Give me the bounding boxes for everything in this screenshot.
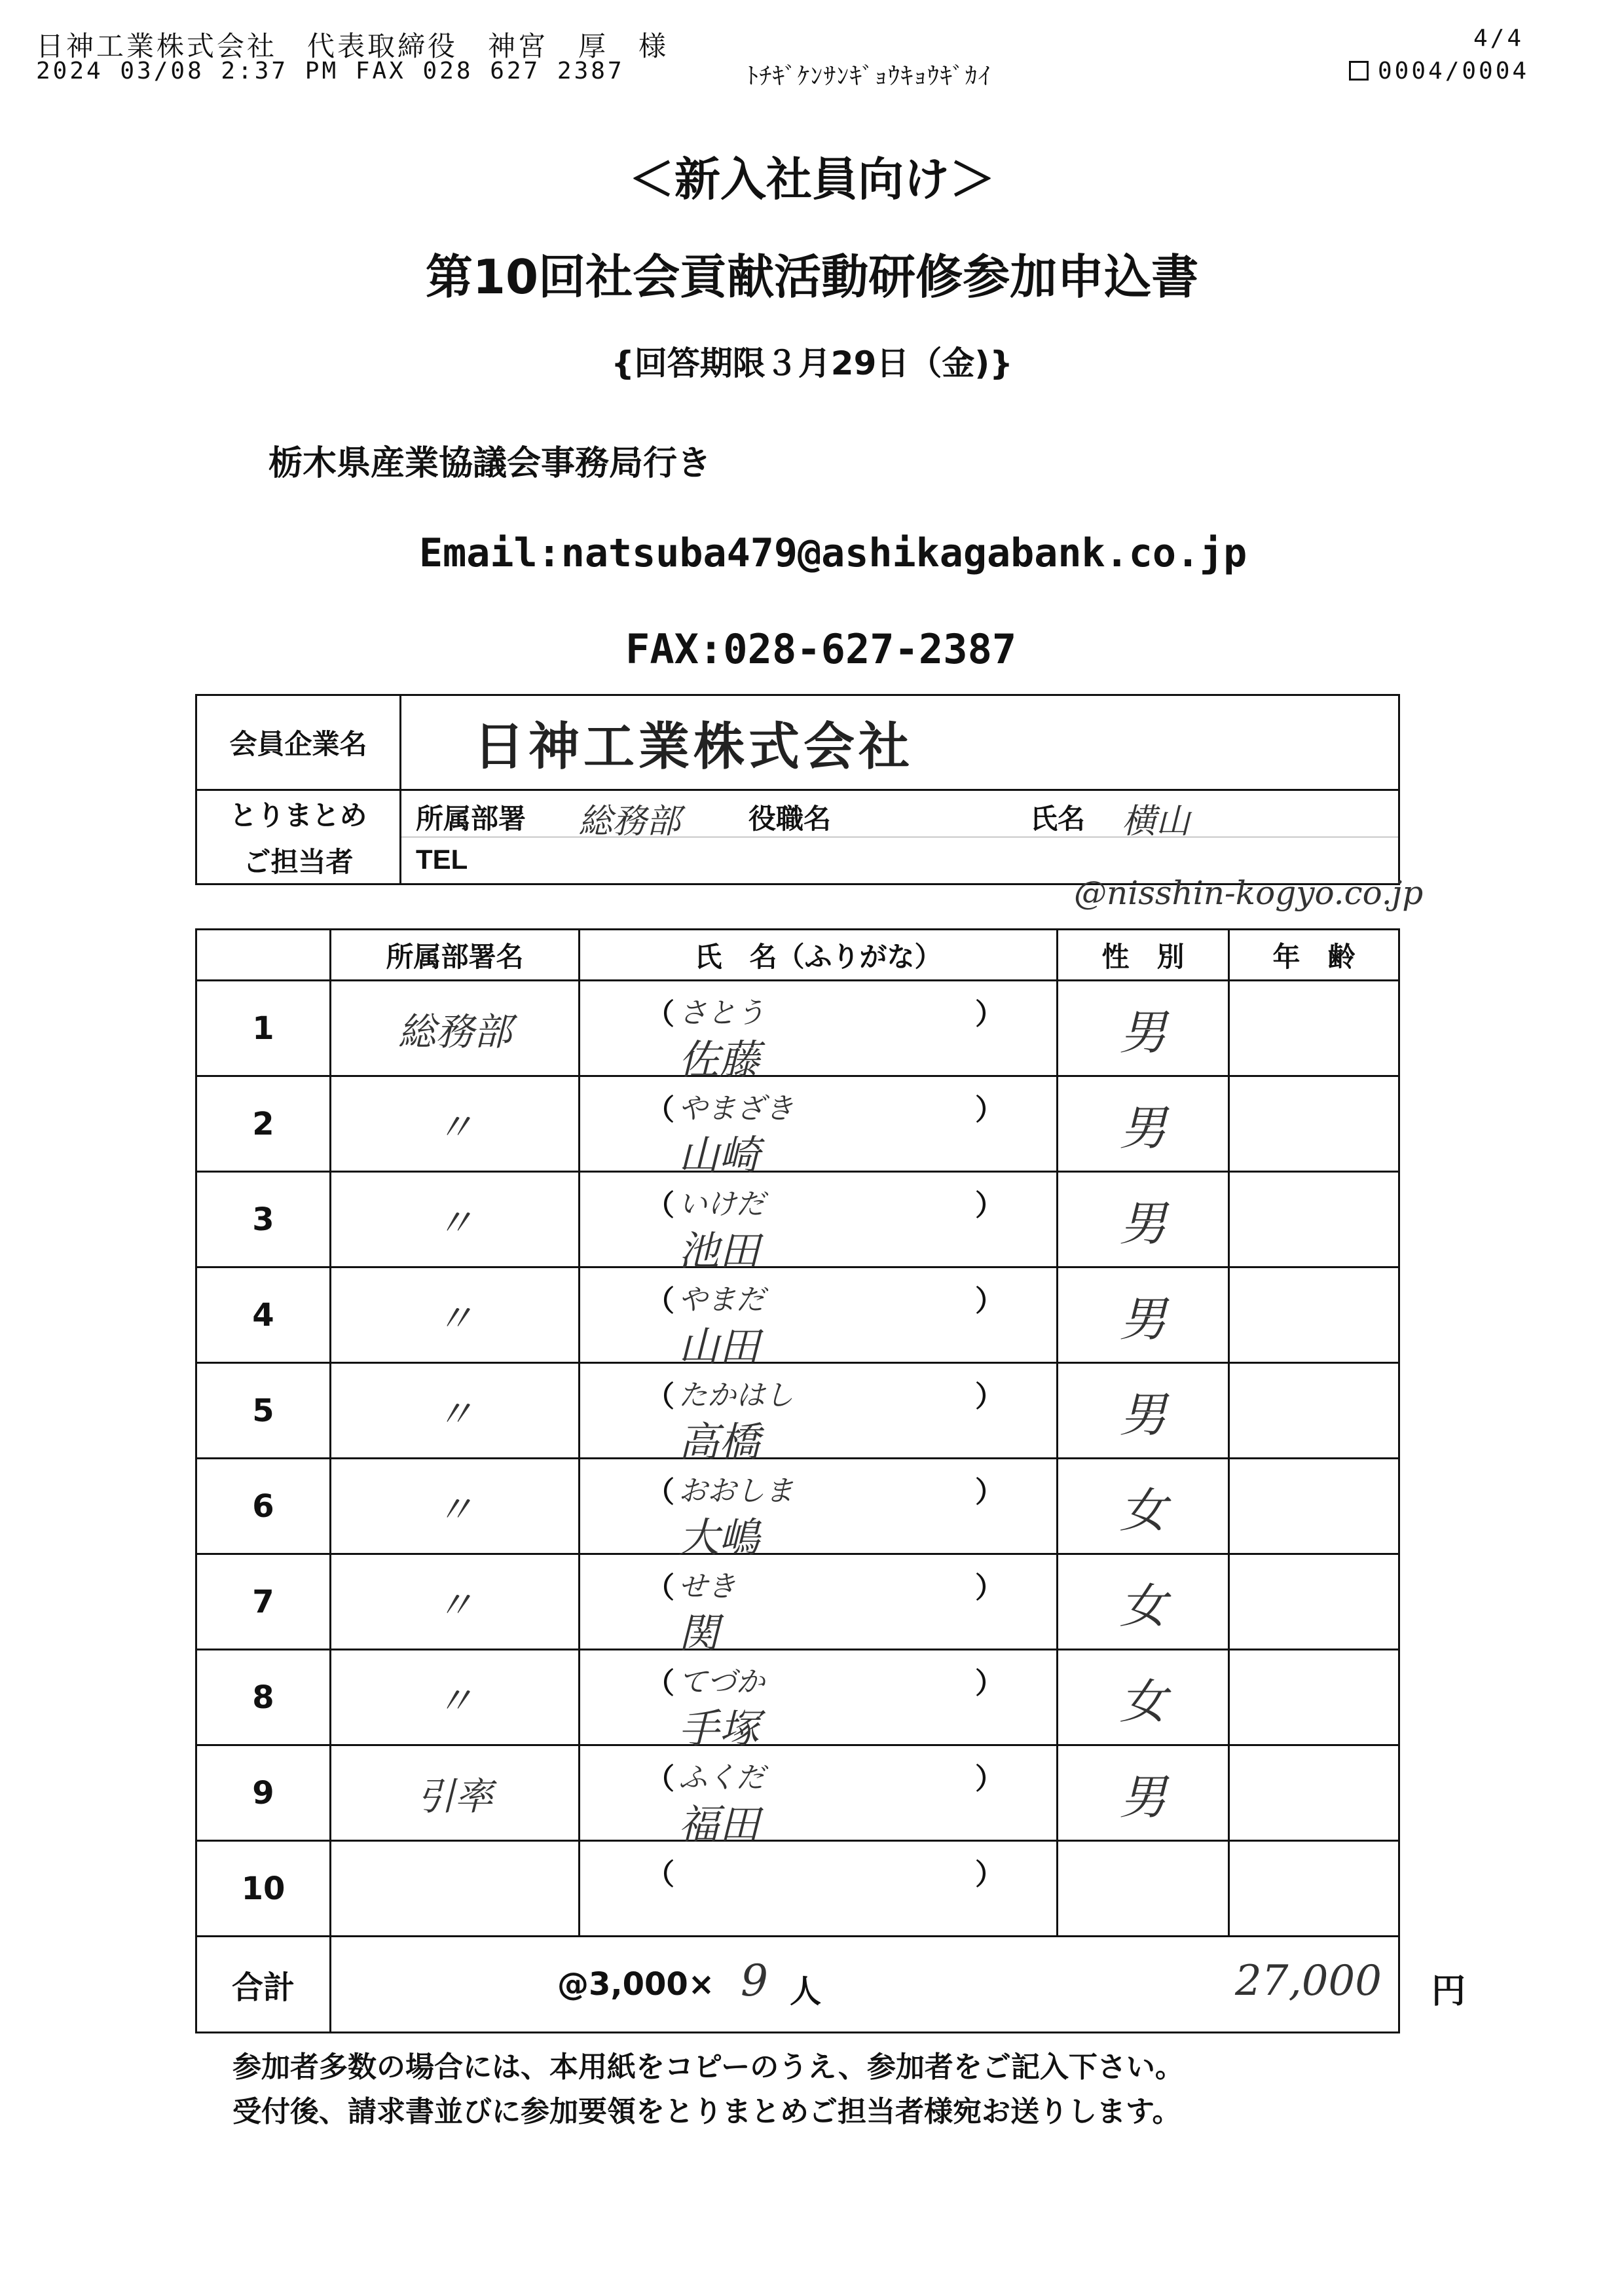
row-gender: 男 (1058, 1267, 1229, 1363)
row-number: 5 (196, 1363, 331, 1459)
fax-timestamp: 2024 03/08 2:37 PM FAX 028 627 2387 (36, 58, 625, 84)
address-to: 栃木県産業協議会事務局行き (268, 444, 712, 483)
row-name-cell (580, 1459, 1058, 1561)
row-gender: 男 (1058, 1172, 1229, 1267)
member-company-label: 会員企業名 (196, 695, 401, 790)
row-dept: 〃 (331, 1267, 580, 1363)
paren-open: （ (646, 1380, 674, 1413)
participant-row (196, 1650, 1399, 1745)
row-age (1229, 1267, 1399, 1363)
fax-page-counter-text: 0004/0004 (1378, 58, 1530, 84)
row-gender (1058, 1841, 1229, 1937)
row-age (1229, 1841, 1399, 1937)
paren-close: ） (975, 1093, 1004, 1127)
row-name: 山田 (678, 1322, 760, 1370)
participant-row (196, 1745, 1399, 1841)
row-number: 10 (196, 1841, 331, 1937)
dept-label: 所属部署 (416, 803, 526, 835)
participants-table (195, 928, 1466, 2033)
row-age (1229, 1554, 1399, 1650)
form-title: 第10回社会貢献活動研修参加申込書 (425, 249, 1199, 304)
row-name-cell (580, 1267, 1058, 1370)
participant-row (196, 1459, 1399, 1554)
row-dept: 総務部 (331, 981, 580, 1076)
paren-open: （ (646, 1858, 674, 1891)
row-dept: 〃 (331, 1650, 580, 1745)
contact-email-handwritten: @nisshin-kogyo.co.jp (1074, 874, 1424, 912)
row-gender: 男 (1058, 981, 1229, 1076)
paren-close: ） (975, 1858, 1004, 1891)
row-number: 8 (196, 1650, 331, 1745)
row-dept: 〃 (331, 1172, 580, 1267)
row-gender: 女 (1058, 1554, 1229, 1650)
row-gender: 男 (1058, 1363, 1229, 1459)
row-dept (331, 1841, 580, 1937)
row-number: 2 (196, 1076, 331, 1172)
paren-open: （ (646, 1667, 674, 1700)
row-name-cell (580, 1650, 1058, 1753)
row-number: 4 (196, 1267, 331, 1363)
row-name: 山崎 (678, 1131, 760, 1179)
row-name-cell (580, 1841, 1058, 1937)
contact-label-1: とりまとめ (196, 790, 401, 837)
header-gender: 性 別 (1058, 930, 1229, 981)
row-number: 1 (196, 981, 331, 1076)
contact-row (401, 790, 1399, 841)
row-name: 福田 (678, 1800, 760, 1848)
row-kana: さとう (678, 996, 765, 1030)
header-no (196, 930, 331, 981)
fax-number-line: FAX:028-627-2387 (625, 625, 1017, 673)
paren-close: ） (975, 1667, 1004, 1700)
name-label: 氏名 (1030, 803, 1086, 835)
company-table (195, 694, 1400, 885)
row-number: 3 (196, 1172, 331, 1267)
row-name-cell (580, 1076, 1058, 1179)
paren-open: （ (646, 1571, 674, 1605)
fax-page-fraction: 4/4 (1473, 25, 1524, 52)
row-name: 池田 (678, 1227, 760, 1275)
row-gender: 女 (1058, 1459, 1229, 1554)
fax-page-counter (1349, 58, 1529, 84)
count-unit: 人 (790, 1973, 822, 2010)
fax-recipient: 日神工業株式会社 代表取締役 神宮 厚 様 (36, 30, 669, 62)
participants-header (196, 930, 1399, 981)
form-subtitle: ＜新入社員向け＞ (629, 153, 995, 206)
currency: 円 (1431, 1972, 1466, 2011)
paren-close: ） (975, 1476, 1004, 1509)
row-dept: 〃 (331, 1363, 580, 1459)
paren-open: （ (646, 1476, 674, 1509)
row-gender: 女 (1058, 1650, 1229, 1745)
row-number: 6 (196, 1459, 331, 1554)
participant-row (196, 1554, 1399, 1650)
total-row (196, 1937, 1399, 2033)
paren-close: ） (975, 998, 1004, 1031)
row-age (1229, 1459, 1399, 1554)
row-age (1229, 1076, 1399, 1172)
total-label: 合計 (196, 1937, 331, 2033)
participant-row (196, 1841, 1399, 1937)
row-kana: てづか (678, 1666, 765, 1699)
participant-row (196, 981, 1399, 1076)
row-name-cell (580, 1745, 1058, 1848)
paren-close: ） (975, 1762, 1004, 1796)
row-age (1229, 1650, 1399, 1745)
row-kana: おおしま (678, 1474, 794, 1508)
row-name: 佐藤 (678, 1036, 760, 1084)
row-age (1229, 1363, 1399, 1459)
paren-open: （ (646, 1189, 674, 1222)
row-kana: いけだ (678, 1188, 765, 1221)
row-dept: 〃 (331, 1554, 580, 1650)
paren-close: ） (975, 1380, 1004, 1413)
row-gender: 男 (1058, 1076, 1229, 1172)
total-calc-cell (331, 1937, 1466, 2033)
fax-page-icon (1349, 61, 1369, 81)
row-name: 大嶋 (678, 1514, 760, 1561)
row-dept: 引率 (331, 1745, 580, 1841)
participant-row (196, 1172, 1399, 1267)
note-line-1: 参加者多数の場合には、本用紙をコピーのうえ、参加者をご記入下さい。 (232, 2050, 1184, 2084)
participant-row (196, 1076, 1399, 1172)
row-number: 9 (196, 1745, 331, 1841)
header-dept: 所属部署名 (331, 930, 580, 981)
row-name: 関 (678, 1609, 720, 1657)
name-value: 横山 (1122, 802, 1190, 841)
row-age (1229, 1172, 1399, 1267)
paren-close: ） (975, 1285, 1004, 1318)
dept-value: 総務部 (578, 802, 681, 841)
participant-count: 9 (741, 1956, 768, 2006)
row-kana: たかはし (678, 1379, 794, 1412)
row-kana: せき (678, 1570, 736, 1603)
row-dept: 〃 (331, 1076, 580, 1172)
participant-row (196, 1363, 1399, 1459)
note-line-2: 受付後、請求書並びに参加要領をとりまとめご担当者様宛お送りします。 (232, 2095, 1181, 2128)
row-age (1229, 1745, 1399, 1841)
paren-open: （ (646, 1285, 674, 1318)
paren-close: ） (975, 1189, 1004, 1222)
row-dept: 〃 (331, 1459, 580, 1554)
row-name-cell (580, 1554, 1058, 1657)
member-company-value: 日神工業株式会社 (473, 717, 914, 776)
member-company-cell (401, 695, 1399, 790)
row-number: 7 (196, 1554, 331, 1650)
paren-open: （ (646, 998, 674, 1031)
contact-label-2: ご担当者 (196, 837, 401, 884)
total-amount: 27,000 (1235, 1957, 1382, 2005)
paren-open: （ (646, 1762, 674, 1796)
participant-row (196, 1267, 1399, 1363)
tel-label: TEL (416, 844, 468, 875)
header-name: 氏 名（ふりがな） (580, 930, 1058, 981)
row-name-cell (580, 1363, 1058, 1466)
row-kana: やまだ (678, 1283, 765, 1317)
email-line: Email:natsuba479@ashikagabank.co.jp (419, 530, 1247, 576)
unit-price: @3,000× (557, 1966, 715, 2003)
position-label: 役職名 (748, 803, 832, 835)
paren-open: （ (646, 1093, 674, 1127)
fax-sender: ﾄﾁｷﾞｹﾝｻﾝｷﾞｮｳｷｮｳｷﾞｶｲ (747, 63, 991, 90)
row-age (1229, 981, 1399, 1076)
row-name: 手塚 (678, 1705, 760, 1753)
row-kana: ふくだ (678, 1761, 765, 1795)
paren-close: ） (975, 1571, 1004, 1605)
row-name-cell (580, 981, 1058, 1084)
row-name: 高橋 (678, 1418, 760, 1466)
row-gender: 男 (1058, 1745, 1229, 1841)
row-name-cell (580, 1172, 1058, 1275)
row-kana: やまざき (678, 1092, 794, 1125)
header-age: 年 齢 (1229, 930, 1399, 981)
form-deadline: {回答期限３月29日（金)} (611, 344, 1013, 382)
